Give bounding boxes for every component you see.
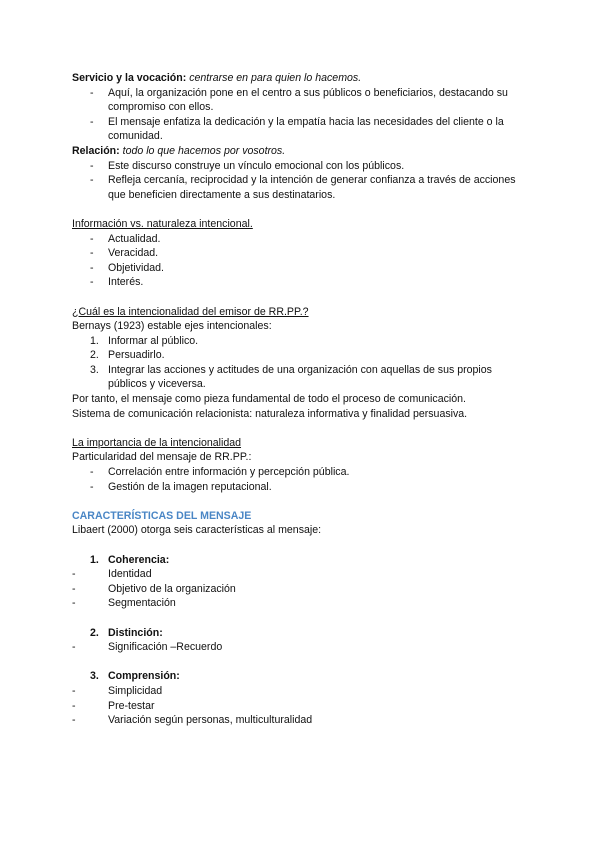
list-item: - Pre-testar <box>72 699 155 712</box>
group-2-list <box>72 640 532 655</box>
group-1-list <box>72 567 532 611</box>
list-item: - Correlación entre información y percepción pública. <box>90 466 350 479</box>
s5-list <box>72 465 532 494</box>
list-item: - Aquí, la organización pone en el centro a sus públicos o beneficiarios, destacando su compromiso con ellos. <box>90 86 508 114</box>
list-item: - Significación –Recuerdo <box>72 641 223 654</box>
list-item: - Gestión de la imagen reputacional. <box>90 480 272 493</box>
list-item: - Refleja cercanía, reciprocidad y la intención de generar confianza a través de acciones que beneficien directamente a sus destinatarios. <box>90 174 516 201</box>
s1-list <box>72 86 532 144</box>
s4-paragraph-2: Sistema de comunicación relacionista: naturaleza informativa y finalidad persuasiva. <box>72 407 468 420</box>
list-item: - Objetivo de la organización <box>72 582 236 595</box>
s3-title: Información vs. naturaleza intencional. <box>72 217 253 230</box>
s5-intro: Particularidad del mensaje de RR.PP.: <box>72 451 252 464</box>
s1-subtitle: centrarse en para quien lo hacemos. <box>189 72 362 84</box>
s6-title: CARACTERÍSTICAS DEL MENSAJE <box>72 509 252 522</box>
group-1-heading: 1. Coherencia: <box>90 553 170 566</box>
list-item: - Objetividad. <box>90 261 164 274</box>
s2-heading <box>72 144 532 159</box>
document-page <box>72 71 532 728</box>
group-2-heading: 2. Distinción: <box>90 626 163 639</box>
group-3-list <box>72 684 532 728</box>
list-item: 3. Integrar las acciones y actitudes de una organización con aquellas de sus propios públicos y viceversa. <box>90 363 492 391</box>
list-item: 2. Persuadirlo. <box>90 349 165 362</box>
list-item: - Identidad <box>72 568 152 581</box>
list-item: - El mensaje enfatiza la dedicación y la empatía hacia las necesidades del cliente o la comunidad. <box>90 115 504 143</box>
list-item: - Este discurso construye un vínculo emocional con los públicos. <box>90 159 405 172</box>
s4-paragraph-1: Por tanto, el mensaje como pieza fundamental de todo el proceso de comunicación. <box>72 393 466 406</box>
group-3-heading: 3. Comprensión: <box>90 670 180 683</box>
s3-list <box>72 232 532 290</box>
list-item: - Segmentación <box>72 597 176 610</box>
list-item: - Actualidad. <box>90 232 161 245</box>
list-item: - Interés. <box>90 276 144 289</box>
list-item: - Variación según personas, multiculturalidad <box>72 714 313 727</box>
list-item: - Veracidad. <box>90 247 159 260</box>
s1-title: Servicio y la vocación: <box>72 72 187 84</box>
s1-heading <box>72 71 532 86</box>
s4-list <box>72 334 532 392</box>
list-item: - Simplicidad <box>72 684 163 697</box>
s6-intro: Libaert (2000) otorga seis características al mensaje: <box>72 524 322 537</box>
s2-title: Relación: <box>72 144 120 157</box>
s4-intro: Bernays (1923) estable ejes intencionales: <box>72 320 272 333</box>
list-item: 1. Informar al público. <box>90 334 199 347</box>
s2-list <box>72 159 532 203</box>
s5-title: La importancia de la intencionalidad <box>72 436 242 449</box>
s4-title: ¿Cuál es la intencionalidad del emisor de RR.PP.? <box>72 305 309 318</box>
s2-subtitle: todo lo que hacemos por vosotros. <box>122 144 286 157</box>
